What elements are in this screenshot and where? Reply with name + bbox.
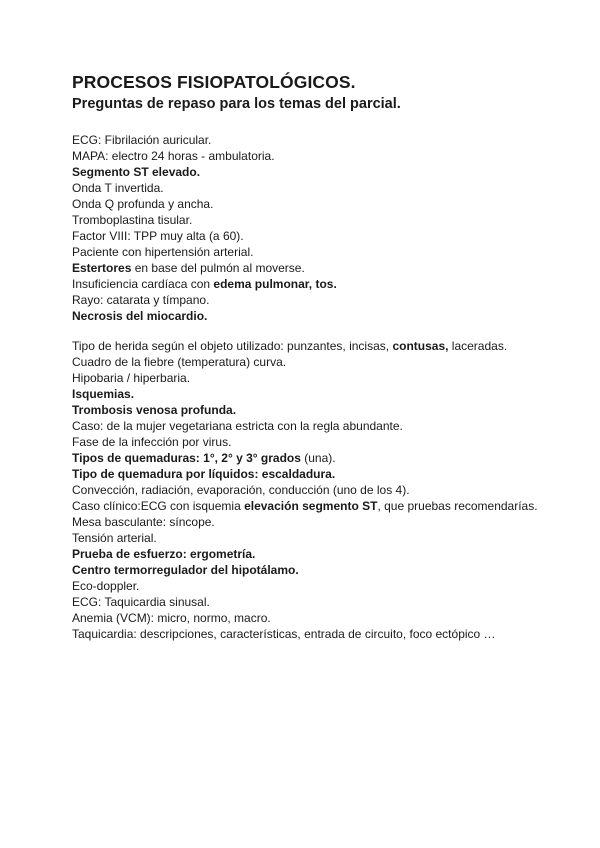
bold-text: Segmento ST elevado. xyxy=(72,165,201,179)
text: Taquicardia: descripciones, características, entrada de circuito, foco ectópico … xyxy=(72,627,496,641)
text: Paciente con hipertensión arterial. xyxy=(72,245,254,259)
list-item xyxy=(72,212,542,228)
list-item xyxy=(72,338,542,354)
list-item xyxy=(72,546,542,562)
text: Hipobaria / hiperbaria. xyxy=(72,371,191,385)
text: Mesa basculante: síncope. xyxy=(72,515,215,529)
bold-text: edema pulmonar, tos. xyxy=(213,277,337,291)
list-item xyxy=(72,530,542,546)
text: ECG: Fibrilación auricular. xyxy=(72,133,212,147)
list-item xyxy=(72,562,542,578)
text: ECG: Taquicardia sinusal. xyxy=(72,595,210,609)
review-list-2 xyxy=(72,338,542,642)
list-item xyxy=(72,610,542,626)
list-item xyxy=(72,260,542,276)
list-item xyxy=(72,418,542,434)
list-item xyxy=(72,132,542,148)
text: Tipo de herida según el objeto utilizado: punzantes, incisas, xyxy=(72,339,393,353)
text: MAPA: electro 24 horas - ambulatoria. xyxy=(72,149,275,163)
list-item xyxy=(72,466,542,482)
list-item xyxy=(72,370,542,386)
text: Fase de la infección por virus. xyxy=(72,435,232,449)
text: Onda Q profunda y ancha. xyxy=(72,197,214,211)
list-item xyxy=(72,514,542,530)
text: Cuadro de la fiebre (temperatura) curva. xyxy=(72,355,287,369)
text: en base del pulmón al moverse. xyxy=(131,261,305,275)
text: Anemia (VCM): micro, normo, macro. xyxy=(72,611,271,625)
list-item xyxy=(72,180,542,196)
text: Insuficiencia cardíaca con xyxy=(72,277,214,291)
list-item xyxy=(72,228,542,244)
list-item xyxy=(72,482,542,498)
text: Rayo: catarata y tímpano. xyxy=(72,293,210,307)
text: Caso clínico:ECG con isquemia xyxy=(72,499,245,513)
bold-text: Centro termorregulador del hipotálamo. xyxy=(72,563,299,577)
bold-text: Trombosis venosa profunda. xyxy=(72,403,237,417)
list-item xyxy=(72,402,542,418)
list-item xyxy=(72,292,542,308)
list-item xyxy=(72,164,542,180)
text: Convección, radiación, evaporación, conducción (uno de los 4). xyxy=(72,483,410,497)
bold-text: contusas, xyxy=(392,339,449,353)
document-title: PROCESOS FISIOPATOLÓGICOS. xyxy=(72,72,356,92)
list-item xyxy=(72,148,542,164)
list-item xyxy=(72,244,542,260)
bold-text: Tipos de quemaduras: 1°, 2° y 3° grados xyxy=(72,451,301,465)
bold-text: Necrosis del miocardio. xyxy=(72,309,208,323)
list-item xyxy=(72,276,542,292)
bold-text: elevación segmento ST xyxy=(244,499,378,513)
text: Tromboplastina tisular. xyxy=(72,213,193,227)
text: (una). xyxy=(300,451,336,465)
list-item xyxy=(72,578,542,594)
list-item xyxy=(72,498,542,514)
list-item xyxy=(72,434,542,450)
text: laceradas. xyxy=(448,339,508,353)
list-item xyxy=(72,354,542,370)
bold-text: Estertores xyxy=(72,261,132,275)
text: Eco-doppler. xyxy=(72,579,140,593)
text: Factor VIII: TPP muy alta (a 60). xyxy=(72,229,244,243)
list-item xyxy=(72,386,542,402)
list-item xyxy=(72,308,542,324)
list-item xyxy=(72,626,542,642)
text: Tensión arterial. xyxy=(72,531,157,545)
text: Onda T invertida. xyxy=(72,181,164,195)
bold-text: Prueba de esfuerzo: ergometría. xyxy=(72,547,256,561)
text: Caso: de la mujer vegetariana estricta con la regla abundante. xyxy=(72,419,403,433)
list-item xyxy=(72,594,542,610)
document-page xyxy=(72,70,542,642)
review-list-1 xyxy=(72,132,542,324)
document-subtitle: Preguntas de repaso para los temas del parcial. xyxy=(72,96,401,112)
list-item xyxy=(72,450,542,466)
bold-text: Tipo de quemadura por líquidos: escaldadura. xyxy=(72,467,336,481)
bold-text: Isquemias. xyxy=(72,387,135,401)
text: , que pruebas recomendarías. xyxy=(377,499,538,513)
list-item xyxy=(72,196,542,212)
